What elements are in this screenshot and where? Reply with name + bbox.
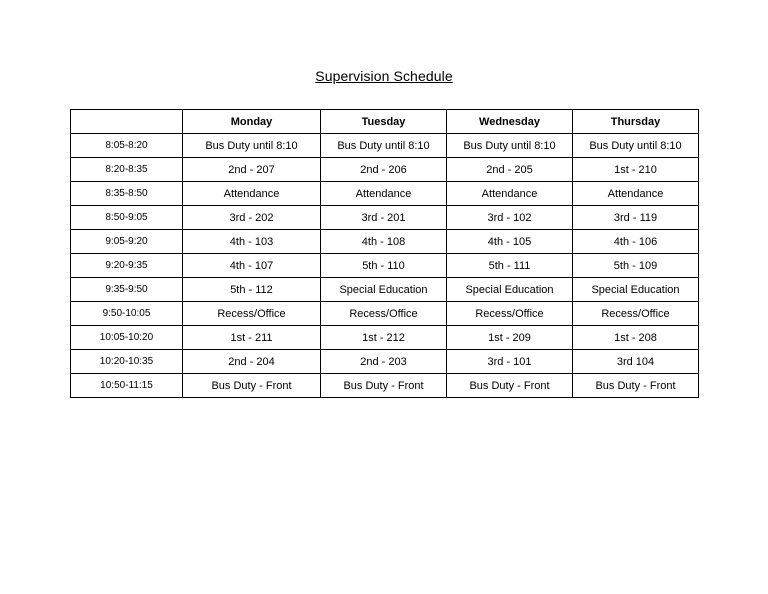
duty-cell: Bus Duty - Front — [321, 374, 447, 398]
duty-cell: 4th - 106 — [573, 230, 699, 254]
duty-cell: 3rd - 119 — [573, 206, 699, 230]
duty-cell: Recess/Office — [447, 302, 573, 326]
header-row — [71, 110, 699, 134]
duty-cell: Recess/Office — [183, 302, 321, 326]
duty-cell: Bus Duty - Front — [573, 374, 699, 398]
duty-cell: 5th - 110 — [321, 254, 447, 278]
table-row — [71, 254, 699, 278]
table-row — [71, 182, 699, 206]
duty-cell: Attendance — [183, 182, 321, 206]
duty-cell: 4th - 107 — [183, 254, 321, 278]
duty-cell: Attendance — [447, 182, 573, 206]
table-row — [71, 350, 699, 374]
supervision-schedule-table — [70, 109, 699, 398]
duty-cell: 3rd 104 — [573, 350, 699, 374]
duty-cell: 1st - 212 — [321, 326, 447, 350]
duty-cell: Recess/Office — [573, 302, 699, 326]
duty-cell: Bus Duty until 8:10 — [321, 134, 447, 158]
duty-cell: 2nd - 203 — [321, 350, 447, 374]
header-cell-time — [71, 110, 183, 134]
page-title: Supervision Schedule — [315, 68, 453, 84]
duty-cell: Attendance — [573, 182, 699, 206]
duty-cell: Attendance — [321, 182, 447, 206]
duty-cell: 2nd - 207 — [183, 158, 321, 182]
duty-cell: 1st - 211 — [183, 326, 321, 350]
duty-cell: Bus Duty until 8:10 — [183, 134, 321, 158]
duty-cell: 1st - 210 — [573, 158, 699, 182]
time-slot-cell: 8:35-8:50 — [71, 182, 183, 206]
header-cell-tuesday: Tuesday — [321, 110, 447, 134]
duty-cell: 1st - 209 — [447, 326, 573, 350]
duty-cell: Special Education — [573, 278, 699, 302]
duty-cell: Special Education — [321, 278, 447, 302]
duty-cell: Recess/Office — [321, 302, 447, 326]
time-slot-cell: 8:20-8:35 — [71, 158, 183, 182]
time-slot-cell: 9:05-9:20 — [71, 230, 183, 254]
duty-cell: Bus Duty until 8:10 — [447, 134, 573, 158]
duty-cell: 5th - 111 — [447, 254, 573, 278]
duty-cell: 2nd - 204 — [183, 350, 321, 374]
header-cell-wednesday: Wednesday — [447, 110, 573, 134]
time-slot-cell: 10:20-10:35 — [71, 350, 183, 374]
time-slot-cell: 8:05-8:20 — [71, 134, 183, 158]
table-body — [71, 134, 699, 398]
table-row — [71, 278, 699, 302]
duty-cell: 3rd - 102 — [447, 206, 573, 230]
time-slot-cell: 10:05-10:20 — [71, 326, 183, 350]
duty-cell: 4th - 105 — [447, 230, 573, 254]
table-row — [71, 134, 699, 158]
time-slot-cell: 8:50-9:05 — [71, 206, 183, 230]
time-slot-cell: 9:35-9:50 — [71, 278, 183, 302]
time-slot-cell: 10:50-11:15 — [71, 374, 183, 398]
duty-cell: Bus Duty - Front — [183, 374, 321, 398]
time-slot-cell: 9:20-9:35 — [71, 254, 183, 278]
duty-cell: 3rd - 202 — [183, 206, 321, 230]
time-slot-cell: 9:50-10:05 — [71, 302, 183, 326]
table-row — [71, 230, 699, 254]
duty-cell: 3rd - 101 — [447, 350, 573, 374]
duty-cell: 5th - 112 — [183, 278, 321, 302]
table-row — [71, 158, 699, 182]
duty-cell: 4th - 108 — [321, 230, 447, 254]
table-row — [71, 374, 699, 398]
duty-cell: 4th - 103 — [183, 230, 321, 254]
duty-cell: 2nd - 205 — [447, 158, 573, 182]
duty-cell: 5th - 109 — [573, 254, 699, 278]
duty-cell: Special Education — [447, 278, 573, 302]
duty-cell: 2nd - 206 — [321, 158, 447, 182]
duty-cell: Bus Duty until 8:10 — [573, 134, 699, 158]
header-cell-thursday: Thursday — [573, 110, 699, 134]
table-row — [71, 206, 699, 230]
header-cell-monday: Monday — [183, 110, 321, 134]
duty-cell: 3rd - 201 — [321, 206, 447, 230]
duty-cell: Bus Duty - Front — [447, 374, 573, 398]
table-header — [71, 110, 699, 134]
table-row — [71, 302, 699, 326]
table-row — [71, 326, 699, 350]
duty-cell: 1st - 208 — [573, 326, 699, 350]
